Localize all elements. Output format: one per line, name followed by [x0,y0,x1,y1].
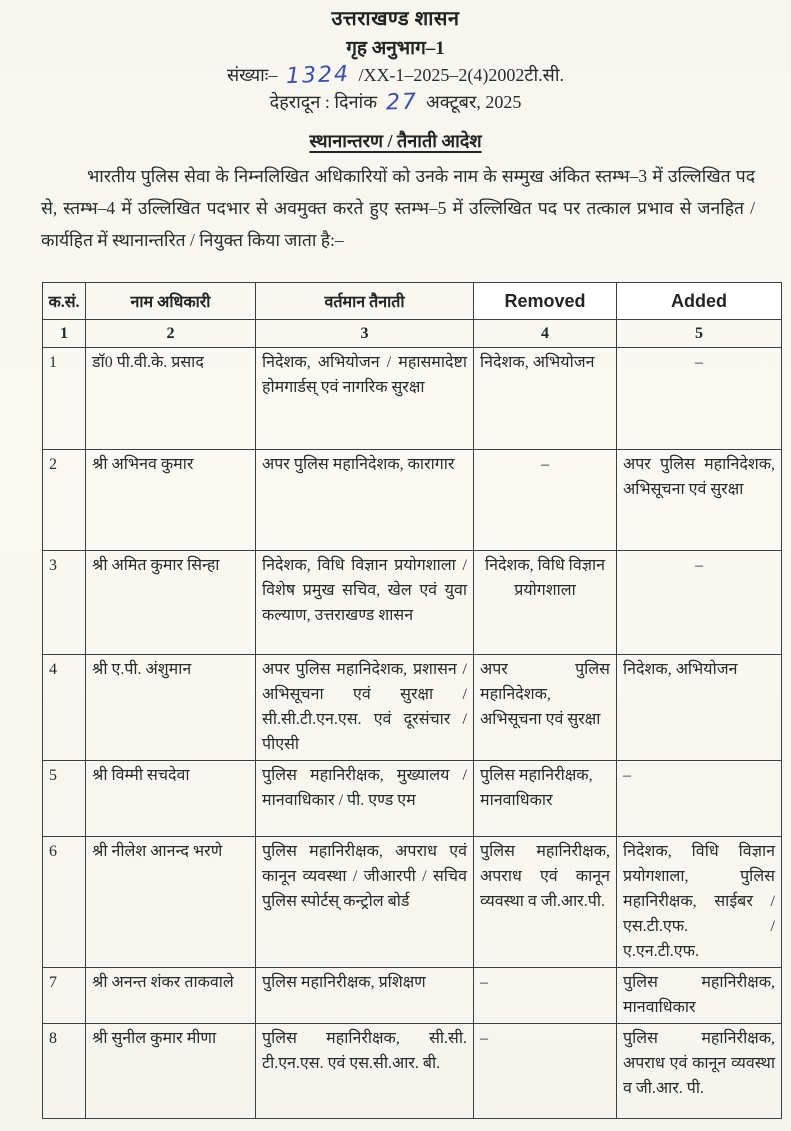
cell-removed: निदेशक, अभियोजन [474,348,617,450]
transfer-posting-table [42,282,782,1119]
date-suffix: अक्टूबर, 2025 [426,92,522,112]
cell-serial: 6 [43,837,86,968]
cell-added: पुलिस महानिरीक्षक, मानवाधिकार [617,968,782,1024]
handwritten-date-day: 27 [385,89,419,116]
col-header-added: Added [617,283,782,320]
cell-removed: – [474,450,617,551]
cell-officer-name: डॉ0 पी.वी.के. प्रसाद [86,348,256,450]
column-number-row [43,320,782,348]
cell-serial: 7 [43,968,86,1024]
cell-officer-name: श्री अनन्त शंकर ताकवाले [86,968,256,1024]
government-name: उत्तराखण्ड शासन [331,8,460,30]
col-number-5: 5 [617,320,782,348]
cell-serial: 1 [43,348,86,450]
cell-removed: निदेशक, विधि विज्ञान प्रयोगशाला [474,551,617,655]
place-date-line [0,89,791,114]
cell-officer-name: श्री विम्मी सचदेवा [86,761,256,837]
cell-added: अपर पुलिस महानिदेशक, अभिसूचना एवं सुरक्षा [617,450,782,551]
order-body-paragraph: भारतीय पुलिस सेवा के निम्नलिखित अधिकारियों को उनके नाम के सम्मुख अंकित स्तम्भ–3 में उल्लिखित पद से, स्तम्भ–4 में उल्लिखित पदभार से अवमुक्त करते हुए स्तम्भ–5 में उल्लिखित पद पर तत्काल प्रभाव से जनहित / कार्यहित में स्थानान्तरित / नियुक्त किया जाता है:– [41,166,755,250]
table-row [43,837,782,968]
letterhead [0,0,791,114]
col-number-1: 1 [43,320,86,348]
order-title-text: स्थानान्तरण / तैनाती आदेश [309,131,482,151]
cell-serial: 5 [43,761,86,837]
cell-current-posting: पुलिस महानिरीक्षक, मुख्यालय / मानवाधिकार / पी. एण्ड एम [256,761,474,837]
cell-added: – [617,761,782,837]
handwritten-ref-number: 1324 [285,61,351,90]
department-section: गृह अनुभाग–1 [346,38,445,59]
cell-removed: – [474,968,617,1024]
table-row [43,1024,782,1119]
col-header-officer-name: नाम अधिकारी [86,283,256,320]
col-header-removed: Removed [474,283,617,320]
cell-current-posting: पुलिस महानिरीक्षक, अपराध एवं कानून व्यवस्था / जीआरपी / सचिव पुलिस स्पोर्टस् कन्ट्रोल बोर्ड [256,837,474,968]
cell-added: – [617,348,782,450]
table-row [43,348,782,450]
table-header-row [43,283,782,320]
col-number-3: 3 [256,320,474,348]
cell-current-posting: अपर पुलिस महानिदेशक, कारागार [256,450,474,551]
table-row [43,761,782,837]
cell-added: निदेशक, विधि विज्ञान प्रयोगशाला, पुलिस महानिरीक्षक, साईबर / एस.टी.एफ. / ए.एन.टी.एफ. [617,837,782,968]
cell-current-posting: अपर पुलिस महानिदेशक, प्रशासन / अभिसूचना एवं सुरक्षा / सी.सी.टी.एन.एस. एवं दूरसंचार / पीएसी [256,655,474,761]
col-number-2: 2 [86,320,256,348]
cell-removed: पुलिस महानिरीक्षक, अपराध एवं कानून व्यवस्था व जी.आर.पी. [474,837,617,968]
cell-officer-name: श्री अमित कुमार सिन्हा [86,551,256,655]
cell-officer-name: श्री ए.पी. अंशुमान [86,655,256,761]
cell-current-posting: पुलिस महानिरीक्षक, प्रशिक्षण [256,968,474,1024]
cell-removed: पुलिस महानिरीक्षक, मानवाधिकार [474,761,617,837]
cell-officer-name: श्री अभिनव कुमार [86,450,256,551]
cell-added: निदेशक, अभियोजन [617,655,782,761]
table-row [43,968,782,1024]
cell-serial: 3 [43,551,86,655]
cell-serial: 4 [43,655,86,761]
table-row [43,551,782,655]
cell-current-posting: निदेशक, विधि विज्ञान प्रयोगशाला / विशेष प्रमुख सचिव, खेल एवं युवा कल्याण, उत्तराखण्ड शासन [256,551,474,655]
reference-number-line [0,61,791,90]
cell-removed: अपर पुलिस महानिदेशक, अभिसूचना एवं सुरक्षा [474,655,617,761]
table-row [43,450,782,551]
cell-serial: 2 [43,450,86,551]
cell-officer-name: श्री सुनील कुमार मीणा [86,1024,256,1119]
cell-serial: 8 [43,1024,86,1119]
cell-added: पुलिस महानिरीक्षक, अपराध एवं कानून व्यवस्था व जी.आर. पी. [617,1024,782,1119]
cell-current-posting: निदेशक, अभियोजन / महासमादेष्टा होमगार्डस् एवं नागरिक सुरक्षा [256,348,474,450]
col-number-4: 4 [474,320,617,348]
col-header-serial: क.सं. [43,283,86,320]
cell-current-posting: पुलिस महानिरीक्षक, सी.सी. टी.एन.एस. एवं एस.सी.आर. बी. [256,1024,474,1119]
cell-removed: – [474,1024,617,1119]
order-title [0,129,791,153]
place-date-prefix: देहरादून : दिनांक [269,92,378,112]
col-header-current-posting: वर्तमान तैनाती [256,283,474,320]
cell-added: – [617,551,782,655]
table-row [43,655,782,761]
ref-suffix: /XX-1–2025–2(4)2002टी.सी. [358,65,564,85]
cell-officer-name: श्री नीलेश आनन्द भरणे [86,837,256,968]
ref-prefix: संख्याः– [227,65,278,85]
